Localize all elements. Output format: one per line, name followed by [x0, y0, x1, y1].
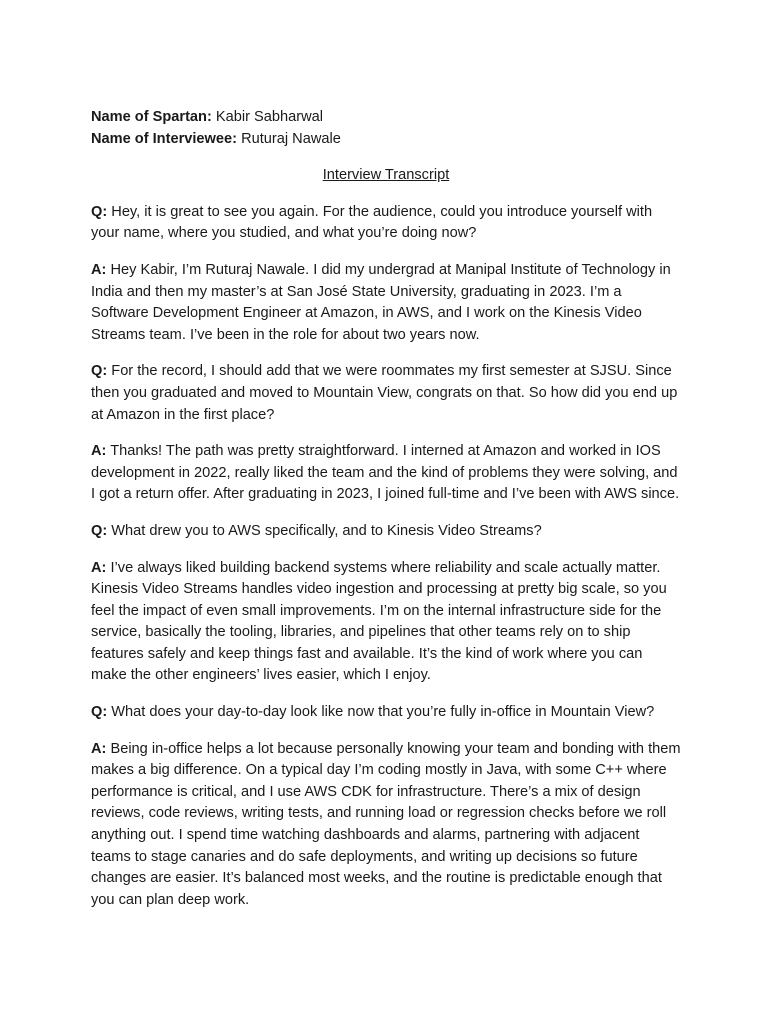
entry-text: Being in-office helps a lot because personally knowing your team and bonding with them makes a big difference. On a typical day I’m coding mostly in Java, with some C++ where performance is critical, and I use AWS CDK for infrastructure. There’s a mix of design reviews, code reviews, writing tests, and running load or regression checks before we roll anything out. I spend time watching dashboards and alarms, partnering with adjacent teams to stage canaries and do safe deployments, and writing up decisions so future changes are easier. It’s balanced most weeks, and the routine is predictable enough that you can plan deep work. — [91, 740, 681, 908]
interviewee-label: Name of Interviewee: — [91, 130, 237, 147]
transcript-entry-answer — [91, 739, 681, 912]
spartan-name: Kabir Sabharwal — [215, 109, 323, 125]
entry-text: For the record, I should add that we were roommates my first semester at SJSU. Since then you graduated and moved to Mountain View, congrats on that. So how did you end up at Amazon in the first place? — [91, 363, 678, 423]
entry-text: Hey, it is great to see you again. For the audience, could you introduce yourself with your name, where you studied, and what you’re doing now? — [91, 203, 653, 242]
entry-text: Thanks! The path was pretty straightforward. I interned at Amazon and worked in IOS development in 2022, really liked the team and the kind of problems they were solving, and I got a return offer. After graduating in 2023, I joined full-time and I’ve been with AWS since. — [91, 443, 680, 503]
speaker-label: A: — [91, 261, 107, 278]
transcript-entry-question — [91, 202, 681, 245]
entry-text: I’ve always liked building backend systems where reliability and scale actually matter. Kinesis Video Streams handles video ingestion and processing at pretty big scale, so you feel the impact of even small improvements. I’m on the internal infrastructure side for the service, basically the tooling, libraries, and pipelines that other teams rely on to ship features safely and keep things fast and available. It’s the kind of work where you can make the other engineers’ lives easier, which I enjoy. — [91, 559, 667, 684]
entry-text: Hey Kabir, I’m Ruturaj Nawale. I did my undergrad at Manipal Institute of Technology in India and then my master’s at San José State University, graduating in 2023. I’m a Software Development Engineer at Amazon, in AWS, and I work on the Kinesis Video Streams team. I’ve been in the role for about two years now. — [91, 261, 671, 343]
interviewee-name-line — [91, 129, 681, 151]
speaker-label: Q: — [91, 522, 108, 539]
speaker-label: Q: — [91, 203, 108, 220]
transcript-entry-answer — [91, 558, 681, 688]
speaker-label: Q: — [91, 363, 108, 380]
spartan-label: Name of Spartan: — [91, 109, 212, 125]
speaker-label: Q: — [91, 704, 108, 721]
speaker-label: A: — [91, 559, 107, 576]
transcript-entry-answer — [91, 441, 681, 506]
document-page — [91, 107, 681, 926]
transcript-entry-question — [91, 521, 681, 543]
transcript-entry-question — [91, 702, 681, 724]
spartan-name-line — [91, 107, 681, 129]
speaker-label: A: — [91, 740, 107, 757]
entry-text: What drew you to AWS specifically, and to Kinesis Video Streams? — [111, 522, 542, 539]
interviewee-name: Ruturaj Nawale — [241, 130, 341, 147]
document-title: Interview Transcript — [322, 167, 450, 184]
entry-text: What does your day-to-day look like now that you’re fully in-office in Mountain View? — [111, 704, 655, 721]
transcript-entry-question — [91, 361, 681, 426]
speaker-label: A: — [91, 443, 107, 460]
transcript-entry-answer — [91, 260, 681, 346]
